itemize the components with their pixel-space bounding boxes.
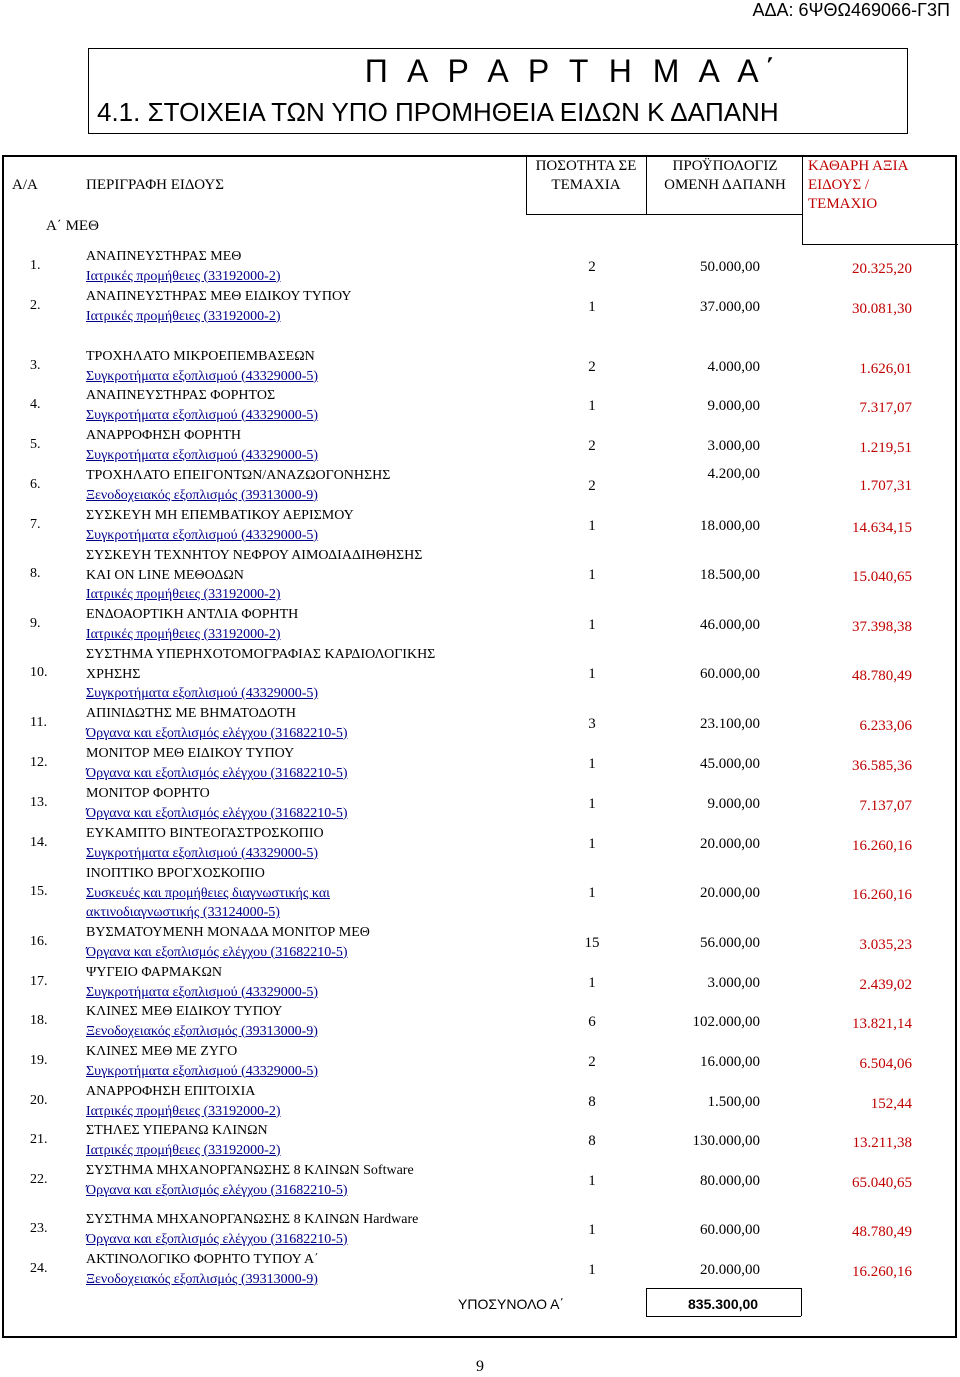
item-quantity: 2 bbox=[588, 358, 596, 375]
item-net-value: 6.504,06 bbox=[859, 1055, 912, 1072]
item-category-link[interactable]: Ιατρικές προμήθειες (33192000-2) bbox=[86, 268, 281, 284]
item-quantity: 3 bbox=[588, 715, 596, 732]
row-number: 8. bbox=[30, 566, 41, 582]
item-budget: 80.000,00 bbox=[700, 1172, 760, 1189]
item-name-cont: ΧΡΗΣΗΣ bbox=[86, 666, 141, 682]
item-budget: 18.500,00 bbox=[700, 567, 760, 584]
row-description bbox=[86, 546, 422, 605]
item-name: ΑΚΤΙΝΟΛΟΓΙΚΟ ΦΟΡΗΤΟ ΤΥΠΟΥ Α΄ bbox=[86, 1252, 319, 1267]
row-description bbox=[86, 1250, 319, 1289]
item-net-value: 20.325,20 bbox=[852, 260, 912, 277]
row-number: 23. bbox=[30, 1220, 48, 1236]
item-name: ΚΛΙΝΕΣ ΜΕΘ ΜΕ ΖΥΓΟ bbox=[86, 1044, 238, 1059]
item-quantity: 1 bbox=[588, 517, 596, 534]
item-category-link[interactable]: Ιατρικές προμήθειες (33192000-2) bbox=[86, 587, 281, 602]
item-quantity: 1 bbox=[588, 298, 596, 315]
row-number: 3. bbox=[30, 357, 41, 373]
item-net-value: 37.398,38 bbox=[852, 618, 912, 635]
row-number: 10. bbox=[30, 665, 48, 681]
item-name: ΤΡΟΧΗΛΑΤΟ ΕΠΕΙΓΟΝΤΩΝ/ΑΝΑΖΩΟΓΟΝΗΣΗΣ bbox=[86, 468, 391, 483]
item-net-value: 16.260,16 bbox=[852, 1263, 912, 1280]
row-number: 12. bbox=[30, 754, 48, 770]
item-category-link[interactable]: Όργανα και εξοπλισμός ελέγχου (31682210-5) bbox=[86, 725, 348, 741]
page-title: Π Α Ρ Α Ρ Τ Η Μ Α Α΄ bbox=[364, 53, 782, 89]
item-category-link[interactable]: Ξενοδοχειακός εξοπλισμός (39313000-9) bbox=[86, 1271, 318, 1287]
row-description bbox=[86, 386, 318, 425]
row-number: 17. bbox=[30, 973, 48, 989]
row-number: 11. bbox=[30, 714, 47, 730]
item-budget: 16.000,00 bbox=[700, 1053, 760, 1070]
header-budget: ΠΡΟΫΠΟΛΟΓΙΖ ΟΜΕΝΗ ΔΑΠΑΝΗ bbox=[664, 158, 786, 193]
item-name: ΨΥΓΕΙΟ ΦΑΡΜΑΚΩΝ bbox=[86, 965, 223, 980]
item-quantity: 1 bbox=[588, 1172, 596, 1189]
page-number: 9 bbox=[476, 1358, 484, 1375]
row-description bbox=[86, 287, 351, 326]
item-quantity: 1 bbox=[588, 1221, 596, 1238]
item-name: ΣΥΣΤΗΜΑ ΜΗΧΑΝΟΡΓΑΝΩΣΗΣ 8 ΚΛΙΝΩΝ Hardware bbox=[86, 1212, 419, 1227]
item-budget: 4.000,00 bbox=[707, 358, 760, 375]
item-category-link[interactable]: Συγκροτήματα εξοπλισμού (43329000-5) bbox=[86, 368, 319, 384]
item-budget: 56.000,00 bbox=[700, 934, 760, 951]
header-divider bbox=[526, 214, 802, 215]
row-description bbox=[86, 645, 435, 704]
row-description bbox=[86, 923, 370, 962]
item-quantity: 2 bbox=[588, 258, 596, 275]
row-description bbox=[86, 1161, 414, 1200]
row-number: 7. bbox=[30, 516, 41, 532]
item-name: ΙΝΟΠΤΙΚΟ ΒΡΟΓΧΟΣΚΟΠΙΟ bbox=[86, 866, 265, 881]
item-name: ΑΝΑΠΝΕΥΣΤΗΡΑΣ ΜΕΘ ΕΙΔΙΚΟΥ ΤΥΠΟΥ bbox=[86, 289, 352, 304]
item-name: ΣΥΣΤΗΜΑ ΜΗΧΑΝΟΡΓΑΝΩΣΗΣ 8 ΚΛΙΝΩΝ Software bbox=[86, 1163, 414, 1178]
item-category-link[interactable]: Ιατρικές προμήθειες (33192000-2) bbox=[86, 1142, 281, 1158]
item-quantity: 1 bbox=[588, 1261, 596, 1278]
header-net-value: ΚΑΘΑΡΗ ΑΞΙΑ ΕΙΔΟΥΣ / ΤΕΜΑΧΙΟ bbox=[808, 158, 908, 212]
item-category-link[interactable]: Συγκροτήματα εξοπλισμού (43329000-5) bbox=[86, 447, 319, 463]
item-name: ΑΝΑΠΝΕΥΣΤΗΡΑΣ ΦΟΡΗΤΟΣ bbox=[86, 388, 276, 403]
row-description bbox=[86, 704, 348, 743]
item-net-value: 48.780,49 bbox=[852, 1223, 912, 1240]
item-category-link[interactable]: Όργανα και εξοπλισμός ελέγχου (31682210-5) bbox=[86, 1182, 348, 1198]
item-quantity: 1 bbox=[588, 835, 596, 852]
subtotal-divider bbox=[801, 1288, 802, 1316]
header-divider bbox=[802, 155, 803, 245]
item-name-cont: ΚΑΙ ΟΝ LINE ΜΕΘΟΔΩΝ bbox=[86, 567, 244, 583]
row-description bbox=[86, 1002, 318, 1041]
row-number: 24. bbox=[30, 1260, 48, 1276]
item-name: ΑΝΑΡΡΟΦΗΣΗ ΦΟΡΗΤΗ bbox=[86, 428, 242, 443]
item-budget: 9.000,00 bbox=[707, 795, 760, 812]
item-net-value: 1.626,01 bbox=[859, 360, 912, 377]
item-budget: 37.000,00 bbox=[700, 298, 760, 315]
row-description bbox=[86, 347, 318, 386]
subtotal-divider bbox=[646, 1288, 647, 1316]
item-quantity: 1 bbox=[588, 616, 596, 633]
item-net-value: 16.260,16 bbox=[852, 887, 912, 904]
item-category-link[interactable]: Όργανα και εξοπλισμός ελέγχου (31682210-5) bbox=[86, 805, 348, 821]
item-quantity: 15 bbox=[584, 934, 600, 951]
subtotal-label: ΥΠΟΣΥΝΟΛΟ Α΄ bbox=[458, 1296, 565, 1312]
item-name: ΚΛΙΝΕΣ ΜΕΘ ΕΙΔΙΚΟΥ ΤΥΠΟΥ bbox=[86, 1004, 283, 1019]
row-number: 16. bbox=[30, 933, 48, 949]
row-description bbox=[86, 864, 330, 923]
item-quantity: 2 bbox=[588, 437, 596, 454]
row-description bbox=[86, 744, 348, 783]
item-category-link[interactable]: Συγκροτήματα εξοπλισμού (43329000-5) bbox=[86, 686, 319, 701]
row-number: 5. bbox=[30, 436, 41, 452]
item-quantity: 1 bbox=[588, 755, 596, 772]
row-number: 15. bbox=[30, 884, 48, 900]
row-number: 1. bbox=[30, 257, 41, 273]
row-description bbox=[86, 466, 390, 505]
item-net-value: 1.219,51 bbox=[859, 439, 912, 456]
item-category-link[interactable]: Συγκροτήματα εξοπλισμού (43329000-5) bbox=[86, 845, 319, 861]
item-budget: 20.000,00 bbox=[700, 1261, 760, 1278]
item-budget: 50.000,00 bbox=[700, 258, 760, 275]
item-net-value: 30.081,30 bbox=[852, 300, 912, 317]
row-description bbox=[86, 426, 318, 465]
item-budget: 102.000,00 bbox=[692, 1013, 760, 1030]
item-net-value: 7.317,07 bbox=[859, 399, 912, 416]
item-quantity: 6 bbox=[588, 1013, 596, 1030]
item-quantity: 1 bbox=[588, 397, 596, 414]
header-divider bbox=[646, 155, 647, 215]
subtotal-divider bbox=[646, 1288, 801, 1289]
section-heading: Α΄ ΜΕΘ bbox=[46, 218, 99, 234]
row-description bbox=[86, 1082, 281, 1121]
item-net-value: 36.585,36 bbox=[852, 757, 912, 774]
item-quantity: 1 bbox=[588, 666, 596, 683]
item-name: ΣΥΣΤΗΜΑ ΥΠΕΡΗΧΟΤΟΜΟΓΡΑΦΙΑΣ ΚΑΡΔΙΟΛΟΓΙΚΗΣ bbox=[86, 647, 436, 662]
item-net-value: 65.040,65 bbox=[852, 1174, 912, 1191]
row-description bbox=[86, 1121, 281, 1160]
item-budget: 1.500,00 bbox=[707, 1093, 760, 1110]
item-budget: 20.000,00 bbox=[700, 835, 760, 852]
item-net-value: 2.439,02 bbox=[859, 976, 912, 993]
item-category-link[interactable]: Συσκευές και προμήθειες διαγνωστικής και bbox=[86, 885, 330, 901]
item-net-value: 6.233,06 bbox=[859, 717, 912, 734]
item-budget: 9.000,00 bbox=[707, 397, 760, 414]
header-aa: Α/Α bbox=[12, 177, 38, 193]
row-description bbox=[86, 605, 298, 644]
header-divider bbox=[526, 155, 527, 215]
item-category-link[interactable]: Ιατρικές προμήθειες (33192000-2) bbox=[86, 1103, 281, 1119]
item-category-link[interactable]: Όργανα και εξοπλισμός ελέγχου (31682210-5) bbox=[86, 944, 348, 960]
item-budget: 60.000,00 bbox=[700, 666, 760, 683]
item-budget: 3.000,00 bbox=[707, 974, 760, 991]
item-name: ΕΥΚΑΜΠΤΟ ΒΙΝΤΕΟΓΑΣΤΡΟΣΚΟΠΙΟ bbox=[86, 826, 324, 841]
row-description bbox=[86, 247, 281, 286]
ada-code: ΑΔΑ: 6ΨΘΩ469066-Γ3Π bbox=[752, 0, 950, 20]
item-net-value: 7.137,07 bbox=[859, 797, 912, 814]
item-category-link[interactable]: Ξενοδοχειακός εξοπλισμός (39313000-9) bbox=[86, 1023, 318, 1039]
item-name: ΕΝΔΟΑΟΡΤΙΚΗ ΑΝΤΛΙΑ ΦΟΡΗΤΗ bbox=[86, 607, 299, 622]
item-quantity: 1 bbox=[588, 567, 596, 584]
item-category-link[interactable]: Ξενοδοχειακός εξοπλισμός (39313000-9) bbox=[86, 487, 318, 503]
item-budget: 4.200,00 bbox=[707, 466, 760, 482]
row-description bbox=[86, 1042, 318, 1081]
subtotal-divider bbox=[646, 1316, 801, 1317]
item-quantity: 8 bbox=[588, 1132, 596, 1149]
row-description bbox=[86, 824, 324, 863]
item-name: ΑΝΑΠΝΕΥΣΤΗΡΑΣ ΜΕΘ bbox=[86, 249, 242, 264]
item-category-link[interactable]: Ιατρικές προμήθειες (33192000-2) bbox=[86, 308, 281, 324]
item-category-link[interactable]: Ιατρικές προμήθειες (33192000-2) bbox=[86, 626, 281, 642]
item-net-value: 16.260,16 bbox=[852, 837, 912, 854]
item-quantity: 1 bbox=[588, 974, 596, 991]
item-quantity: 1 bbox=[588, 885, 596, 902]
row-description bbox=[86, 963, 318, 1002]
row-number: 14. bbox=[30, 834, 48, 850]
item-category-link[interactable]: Όργανα και εξοπλισμός ελέγχου (31682210-5) bbox=[86, 1231, 348, 1247]
item-budget: 23.100,00 bbox=[700, 715, 760, 732]
row-number: 19. bbox=[30, 1052, 48, 1068]
row-number: 18. bbox=[30, 1012, 48, 1028]
item-net-value: 3.035,23 bbox=[859, 936, 912, 953]
item-budget: 18.000,00 bbox=[700, 517, 760, 534]
row-number: 4. bbox=[30, 396, 41, 412]
item-net-value: 1.707,31 bbox=[859, 478, 912, 494]
row-number: 2. bbox=[30, 297, 41, 313]
row-number: 20. bbox=[30, 1092, 48, 1108]
item-name: ΒΥΣΜΑΤΟΥΜΕΝΗ ΜΟΝΑΔΑ ΜΟΝΙΤΟΡ ΜΕΘ bbox=[86, 925, 370, 940]
item-quantity: 2 bbox=[588, 477, 596, 494]
row-number: 13. bbox=[30, 794, 48, 810]
header-quantity: ΠΟΣΟΤΗΤΑ ΣΕ ΤΕΜΑΧΙΑ bbox=[535, 158, 637, 193]
item-net-value: 13.211,38 bbox=[852, 1134, 912, 1151]
item-net-value: 13.821,14 bbox=[852, 1015, 912, 1032]
subtotal-value: 835.300,00 bbox=[688, 1296, 759, 1312]
item-category-link-cont[interactable]: ακτινοδιαγνωστικής (33124000-5) bbox=[86, 905, 280, 920]
item-budget: 45.000,00 bbox=[700, 755, 760, 772]
title-box bbox=[88, 48, 908, 134]
page-subtitle: 4.1. ΣΤΟΙΧΕΙΑ ΤΩΝ ΥΠΟ ΠΡΟΜΗΘΕΙΑ ΕΙΔΩΝ Κ ΔΑΠΑΝΗ bbox=[97, 97, 779, 127]
item-name: ΣΥΣΚΕΥΗ ΜΗ ΕΠΕΜΒΑΤΙΚΟΥ ΑΕΡΙΣΜΟΥ bbox=[86, 508, 354, 523]
item-name: ΑΠΙΝΙΔΩΤΗΣ ΜΕ ΒΗΜΑΤΟΔΟΤΗ bbox=[86, 706, 296, 721]
item-budget: 20.000,00 bbox=[700, 885, 760, 902]
header-description: ΠΕΡΙΓΡΑΦΗ ΕΙΔΟΥΣ bbox=[86, 177, 224, 193]
row-description bbox=[86, 506, 354, 545]
item-category-link[interactable]: Συγκροτήματα εξοπλισμού (43329000-5) bbox=[86, 984, 319, 1000]
row-description bbox=[86, 1210, 418, 1249]
row-number: 6. bbox=[30, 476, 41, 492]
item-category-link[interactable]: Όργανα και εξοπλισμός ελέγχου (31682210-5) bbox=[86, 765, 348, 781]
item-name: ΤΡΟΧΗΛΑΤΟ ΜΙΚΡΟΕΠΕΜΒΑΣΕΩΝ bbox=[86, 349, 315, 364]
item-name: ΣΥΣΚΕΥΗ ΤΕΧΝΗΤΟΥ ΝΕΦΡΟΥ ΑΙΜΟΔΙΑΔΙΗΘΗΣΗΣ bbox=[86, 548, 423, 563]
item-budget: 60.000,00 bbox=[700, 1221, 760, 1238]
item-budget: 130.000,00 bbox=[692, 1132, 760, 1149]
item-budget: 46.000,00 bbox=[700, 616, 760, 633]
item-net-value: 15.040,65 bbox=[852, 569, 912, 586]
item-category-link[interactable]: Συγκροτήματα εξοπλισμού (43329000-5) bbox=[86, 1063, 319, 1079]
row-number: 22. bbox=[30, 1171, 48, 1187]
item-name: ΜΟΝΙΤΟΡ ΜΕΘ ΕΙΔΙΚΟΥ ΤΥΠΟΥ bbox=[86, 746, 295, 761]
row-number: 9. bbox=[30, 615, 41, 631]
item-quantity: 2 bbox=[588, 1053, 596, 1070]
row-number: 21. bbox=[30, 1131, 48, 1147]
item-name: ΣΤΗΛΕΣ ΥΠΕΡΑΝΩ ΚΛΙΝΩΝ bbox=[86, 1123, 268, 1138]
row-description bbox=[86, 784, 348, 823]
item-net-value: 152,44 bbox=[870, 1095, 912, 1112]
item-net-value: 48.780,49 bbox=[852, 668, 912, 685]
item-name: ΑΝΑΡΡΟΦΗΣΗ ΕΠΙΤΟΙΧΙΑ bbox=[86, 1084, 256, 1099]
item-name: ΜΟΝΙΤΟΡ ΦΟΡΗΤΟ bbox=[86, 786, 210, 801]
header-divider bbox=[802, 244, 958, 245]
item-quantity: 1 bbox=[588, 795, 596, 812]
item-category-link[interactable]: Συγκροτήματα εξοπλισμού (43329000-5) bbox=[86, 527, 319, 543]
item-category-link[interactable]: Συγκροτήματα εξοπλισμού (43329000-5) bbox=[86, 407, 319, 423]
item-quantity: 8 bbox=[588, 1093, 596, 1110]
item-budget: 3.000,00 bbox=[707, 437, 760, 454]
item-net-value: 14.634,15 bbox=[852, 519, 912, 536]
